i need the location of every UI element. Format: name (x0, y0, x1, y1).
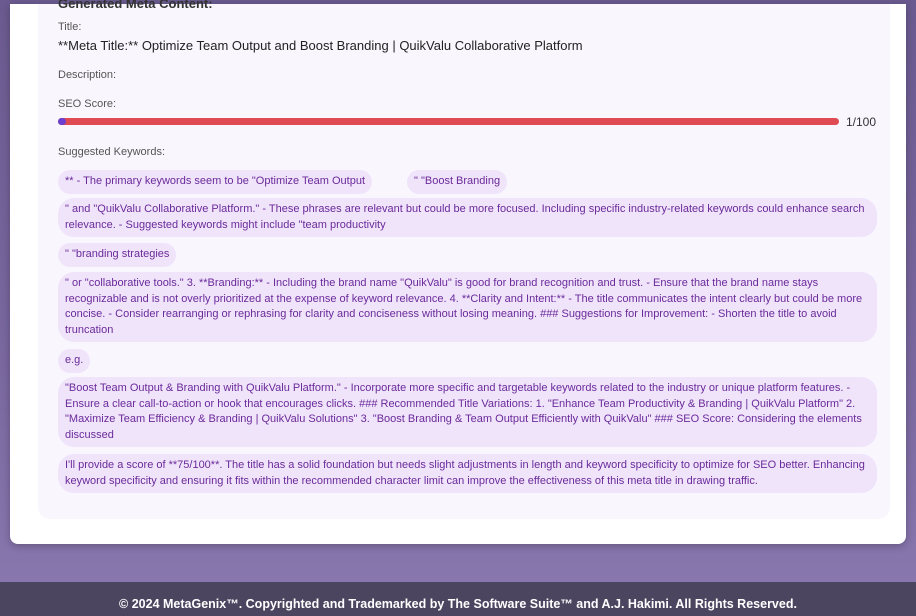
keyword-chip: e.g. (58, 349, 90, 373)
seo-score-value: 1/100 (846, 115, 877, 129)
seo-score-label: SEO Score: (58, 98, 117, 110)
keyword-chip: " or "collaborative tools." 3. **Branding:** - Including the brand name "QuikValu" is good for brand recognition and trust. - Ensure that the brand name stays recognizable and is not overly prioritized at the expense of keyword relevance. 4. **Clarity and Intent:** - The title communicates the intent clearly but could be more concise. - Consider rearranging or rephrasing for clarity and conciseness without losing meaning. ### Suggestions for Improvement: - Shorten the title to avoid truncation (58, 272, 877, 342)
keyword-chip: " and "QuikValu Collaborative Platform." - These phrases are relevant but could be more focused. Including specific industry-related keywords could enhance search relevance. - Suggested keywords might include "team productivity (58, 198, 877, 237)
footer-copyright: © 2024 MetaGenix™. Copyrighted and Trademarked by The Software Suite™ and A.J. Hakimi. All Rights Reserved. (119, 597, 797, 611)
description-label: Description: (58, 69, 117, 81)
results-card (10, 0, 906, 544)
meta-content-panel (38, 0, 890, 519)
meta-title-value: **Meta Title:** Optimize Team Output and Boost Branding | QuikValu Collaborative Platform (58, 38, 583, 53)
keyword-chip: ** - The primary keywords seem to be "Optimize Team Output (58, 170, 372, 194)
title-label: Title: (58, 21, 82, 33)
keyword-chip: " "branding strategies (58, 243, 176, 267)
seo-score-bar-fill (58, 118, 66, 125)
keyword-chip: " "Boost Branding (407, 170, 507, 194)
keyword-chip: I'll provide a score of **75/100**. The title has a solid foundation but needs slight adjustments in length and keyword specificity to optimize for SEO better. Enhancing keyword specificity and ensuring it fits within the recommended character limit can improve the effectiveness of this meta title in drawing traffic. (58, 454, 877, 493)
keyword-chip: "Boost Team Output & Branding with QuikValu Platform." - Incorporate more specific and targetable keywords related to the industry or unique platform features. - Ensure a clear call-to-action or hook that encourages clicks. ### Recommended Title Variations: 1. "Enhance Team Productivity & Branding | QuikValu Platform" 2. "Maximize Team Efficiency & Branding | QuikValu Solutions" 3. "Boost Branding & Team Output Efficiently with QuikValu" ### SEO Score: Considering the elements discussed (58, 377, 877, 447)
seo-score-bar (58, 118, 839, 125)
keywords-label: Suggested Keywords: (58, 146, 166, 158)
section-heading: Generated Meta Content: (58, 0, 213, 11)
